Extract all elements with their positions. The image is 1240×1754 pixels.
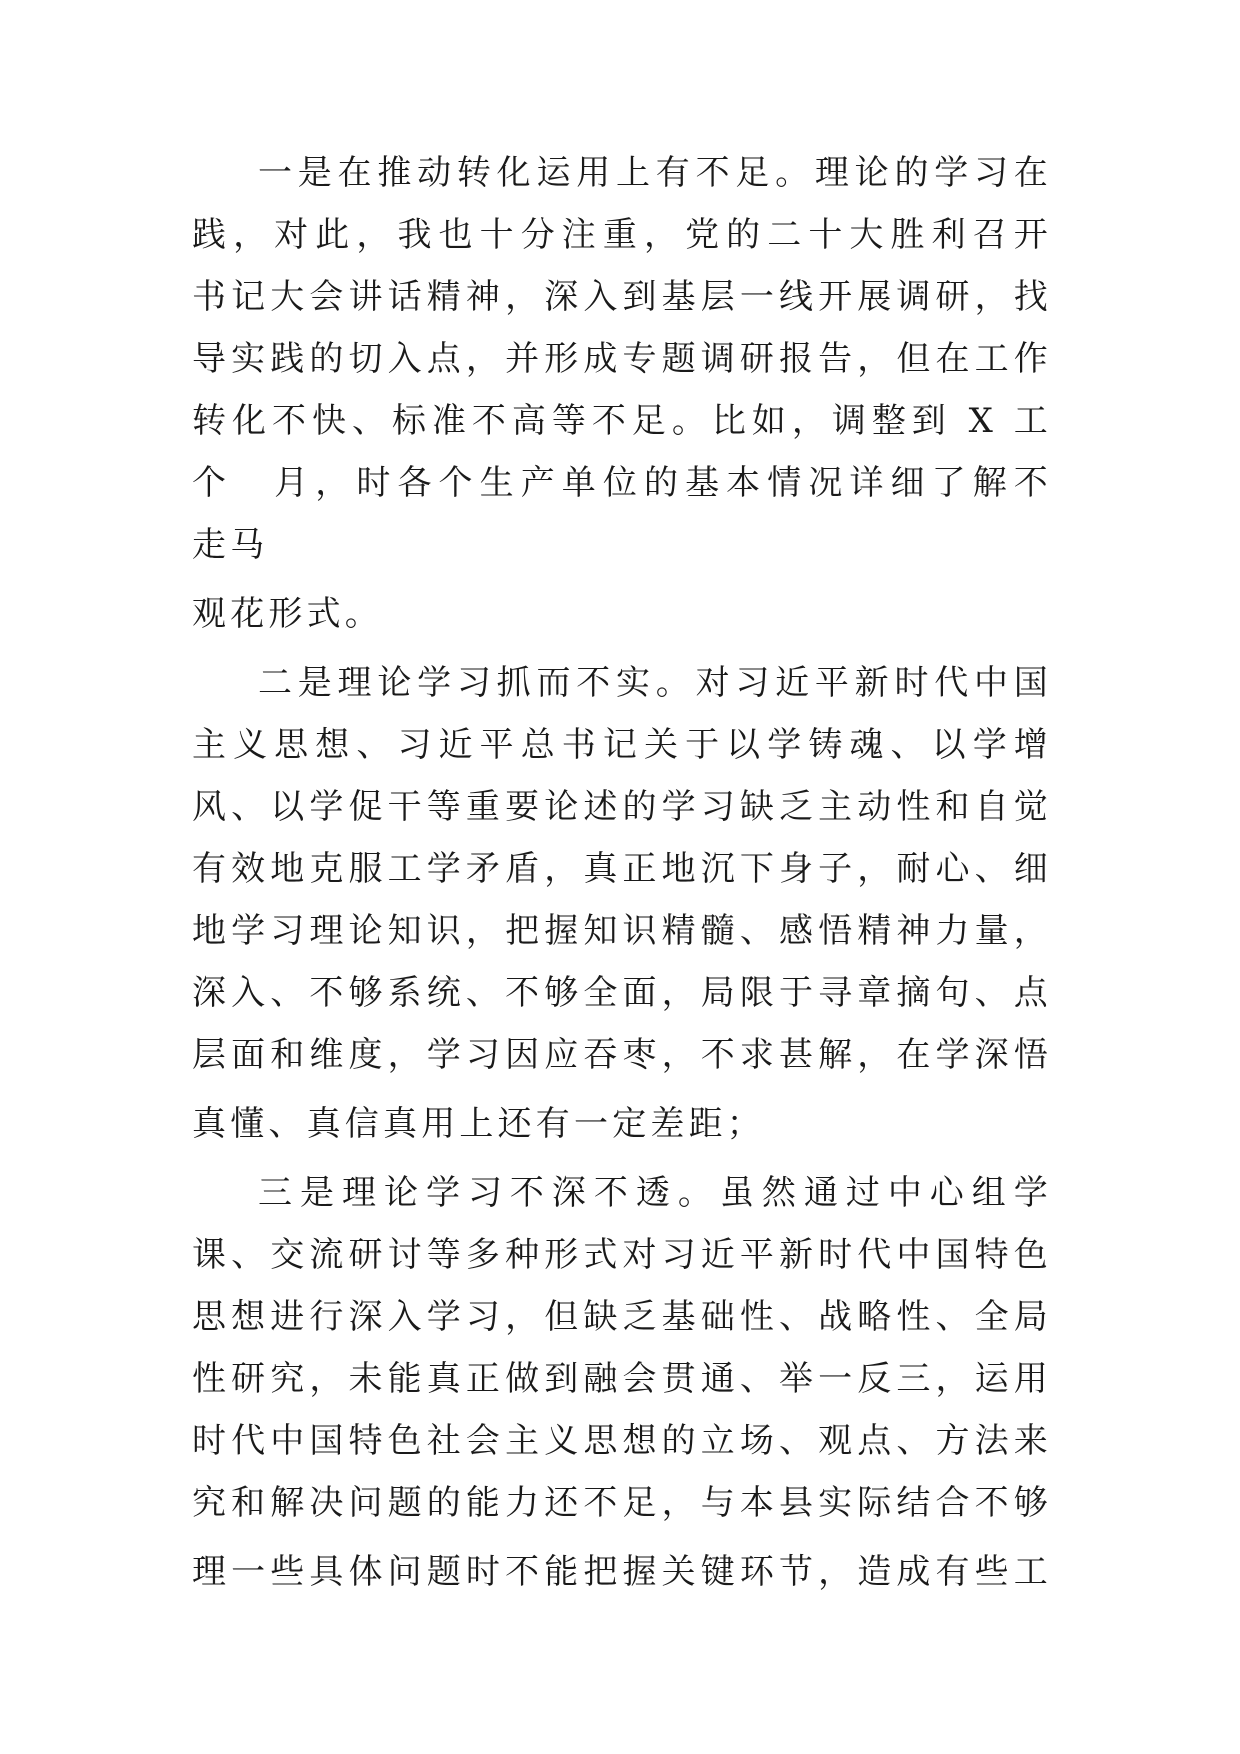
paragraph-3-line-7: 理一些具体问题时不能把握关键环节，造成有些工	[192, 1552, 1052, 1592]
paragraph-1-line-5: 转化不快、标准不高等不足。比如，调整到 X 工	[192, 401, 1052, 441]
paragraph-2-line-1: 二是理论学习抓而不实。对习近平新时代中国	[258, 663, 1052, 703]
paragraph-1-line-3: 书记大会讲话精神，深入到基层一线开展调研，找	[192, 277, 1052, 317]
paragraph-3-line-6: 究和解决问题的能力还不足，与本县实际结合不够	[192, 1483, 1052, 1523]
paragraph-2-line-6: 深入、不够系统、不够全面，局限于寻章摘句、点	[192, 973, 1052, 1013]
paragraph-3-line-1: 三是理论学习不深不透。虽然通过中心组学	[258, 1173, 1052, 1213]
paragraph-2-line-3: 风、以学促干等重要论述的学习缺乏主动性和自觉	[192, 787, 1052, 827]
paragraph-3-line-3: 思想进行深入学习，但缺乏基础性、战略性、全局	[192, 1297, 1052, 1337]
paragraph-2-line-5: 地学习理论知识，把握知识精髓、感悟精神力量，	[192, 911, 1052, 951]
paragraph-2-line-8: 真懂、真信真用上还有一定差距；	[192, 1104, 765, 1144]
paragraph-2-line-7: 层面和维度，学习因应吞枣，不求甚解，在学深悟	[192, 1035, 1052, 1075]
paragraph-1-line-2: 践，对此，我也十分注重，党的二十大胜利召开	[192, 215, 1052, 255]
paragraph-1-line-1: 一是在推动转化运用上有不足。理论的学习在	[258, 153, 1052, 193]
paragraph-1-line-8: 观花形式。	[192, 594, 383, 634]
paragraph-3-line-4: 性研究，未能真正做到融会贯通、举一反三，运用	[192, 1359, 1052, 1399]
paragraph-2-line-2: 主义思想、习近平总书记关于以学铸魂、以学增	[192, 725, 1052, 765]
paragraph-1-line-4: 导实践的切入点，并形成专题调研报告，但在工作	[192, 339, 1052, 379]
paragraph-2-line-4: 有效地克服工学矛盾，真正地沉下身子，耐心、细	[192, 849, 1052, 889]
paragraph-1-line-7: 走马	[192, 525, 269, 565]
paragraph-3-line-2: 课、交流研讨等多种形式对习近平新时代中国特色	[192, 1235, 1052, 1275]
paragraph-3-line-5: 时代中国特色社会主义思想的立场、观点、方法来	[192, 1421, 1052, 1461]
paragraph-1-line-6: 个 月，时各个生产单位的基本情况详细了解不	[192, 463, 1052, 503]
